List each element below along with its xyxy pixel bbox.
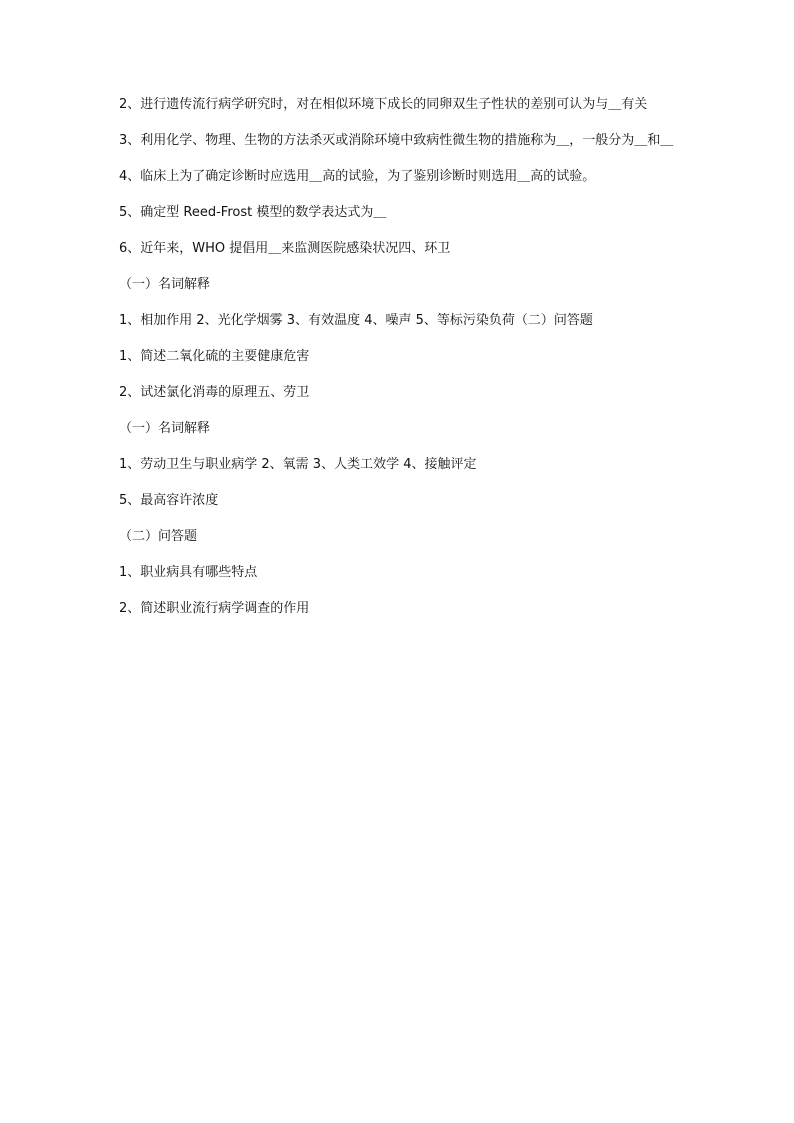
- question-line-2: 2、进行遗传流行病学研究时，对在相似环境下成长的同卵双生子性状的差别可认为与＿有关: [119, 97, 648, 112]
- document-body: [119, 96, 679, 636]
- question-line: 1、简述二氧化硫的主要健康危害: [119, 349, 310, 364]
- definition-list-line: 1、劳动卫生与职业病学 2、氧需 3、人类工效学 4、接触评定: [119, 457, 477, 472]
- question-line-4: 4、临床上为了确定诊断时应选用＿高的试验，为了鉴别诊断时则选用＿高的试验。: [119, 169, 596, 184]
- section-heading-questions: （二）问答题: [119, 529, 198, 544]
- section-heading-definitions: （一）名词解释: [119, 277, 211, 292]
- definition-list-line: 5、最高容许浓度: [119, 493, 219, 508]
- question-line-5: 5、确定型 Reed-Frost 模型的数学表达式为＿: [119, 205, 387, 220]
- question-line-6: 6、近年来，WHO 提倡用＿来监测医院感染状况四、环卫: [119, 241, 451, 256]
- definition-list-line: 1、相加作用 2、光化学烟雾 3、有效温度 4、噪声 5、等标污染负荷（二）问答题: [119, 313, 593, 328]
- question-line: 2、试述氯化消毒的原理五、劳卫: [119, 385, 310, 400]
- section-heading-definitions: （一）名词解释: [119, 421, 211, 436]
- question-line: 1、职业病具有哪些特点: [119, 565, 258, 580]
- question-line-3: 3、利用化学、物理、生物的方法杀灭或消除环境中致病性微生物的措施称为＿，一般分为＿和＿: [119, 133, 674, 148]
- question-line: 2、简述职业流行病学调查的作用: [119, 601, 310, 616]
